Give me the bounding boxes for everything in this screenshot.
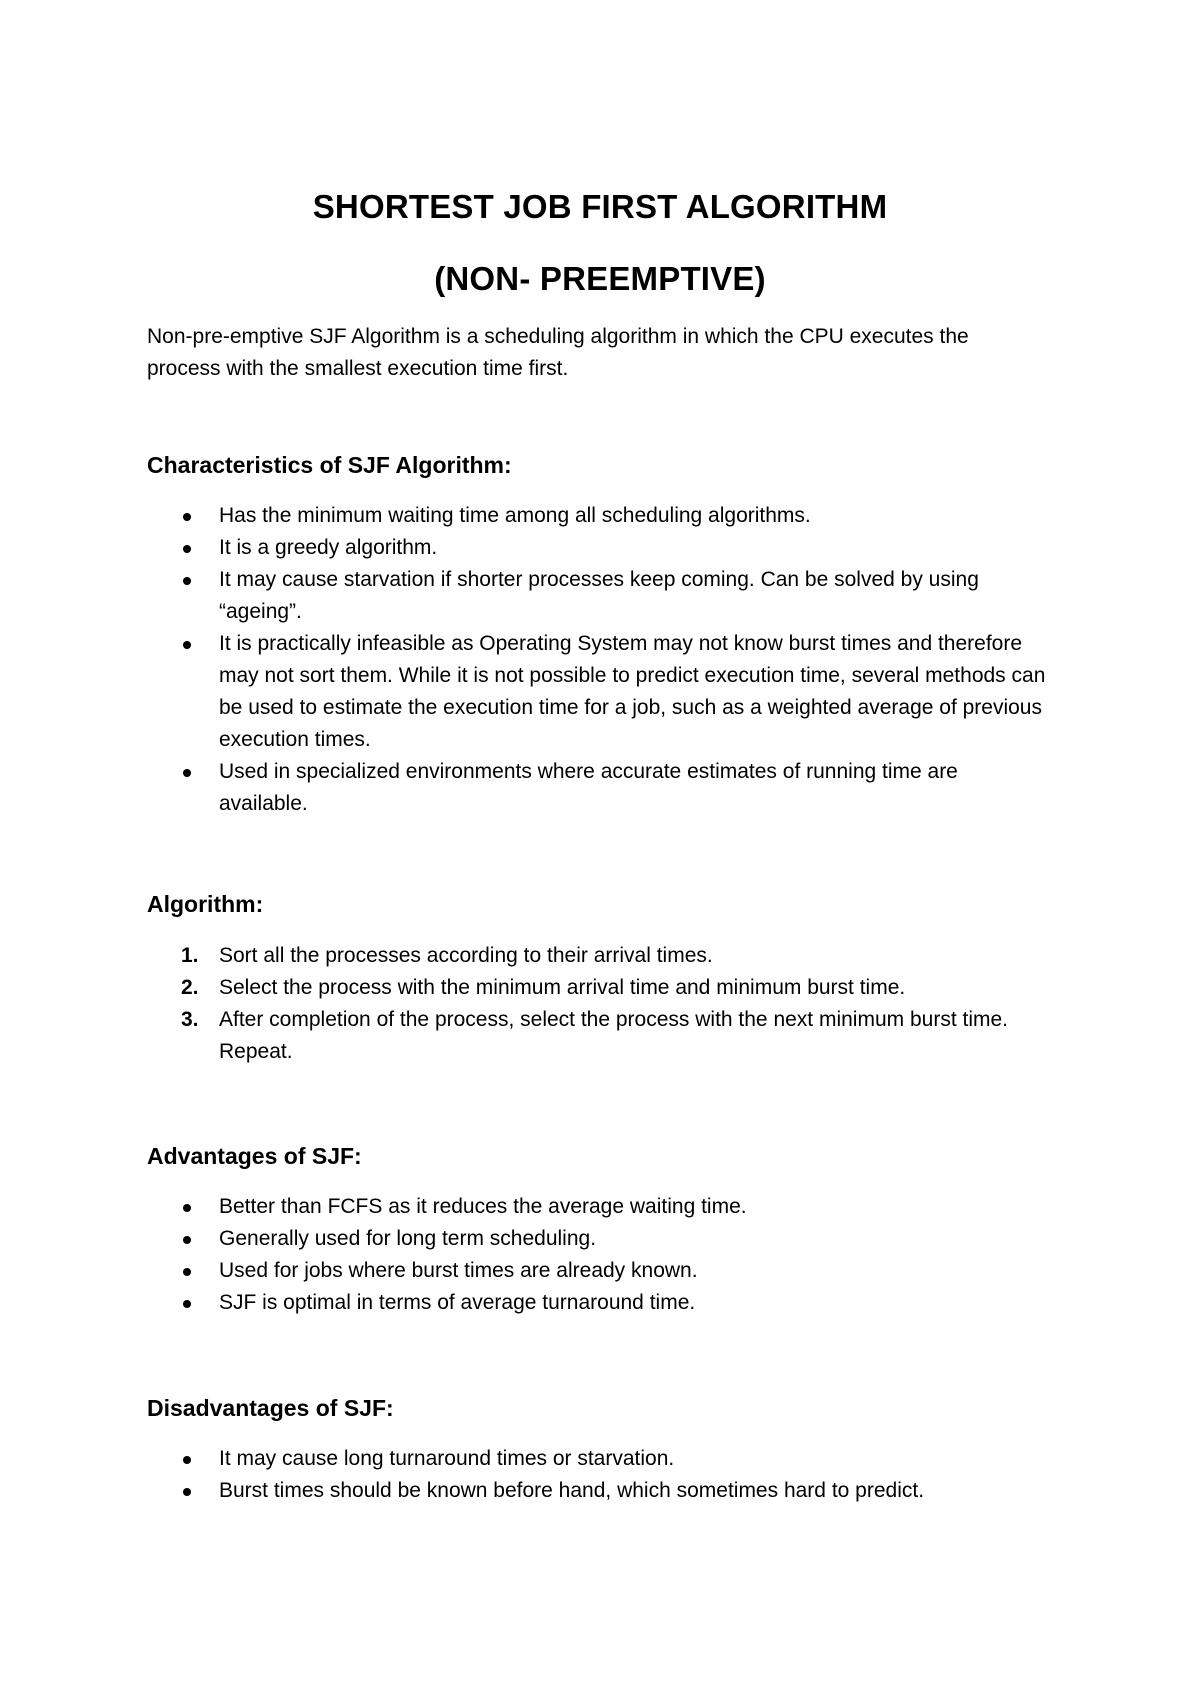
disadvantages-list <box>147 1443 1047 1507</box>
list-item-text: Select the process with the minimum arrival time and minimum burst time. <box>219 976 906 999</box>
list-item <box>147 532 1047 564</box>
list-item-text: Used in specialized environments where accurate estimates of running time are available. <box>219 760 958 815</box>
list-item-text: After completion of the process, select the process with the next minimum burst time. Repeat. <box>219 1008 1008 1063</box>
list-item <box>147 1255 1047 1287</box>
bullet-icon <box>183 769 191 777</box>
list-item <box>147 1475 1047 1507</box>
bullet-icon <box>183 641 191 649</box>
list-item-text: Used for jobs where burst times are already known. <box>219 1259 698 1282</box>
list-item <box>147 940 1047 972</box>
document-subtitle: (NON- PREEMPTIVE) <box>434 260 766 297</box>
list-item-text: Sort all the processes according to their arrival times. <box>219 944 713 967</box>
step-number: 3. <box>181 1008 199 1031</box>
algorithm-heading: Algorithm: <box>147 891 264 917</box>
list-item-text: Better than FCFS as it reduces the average waiting time. <box>219 1195 747 1218</box>
list-item <box>147 1443 1047 1475</box>
list-item <box>147 756 1047 820</box>
list-item <box>147 500 1047 532</box>
step-number: 2. <box>181 976 199 999</box>
list-item-text: It is practically infeasible as Operating System may not know burst times and therefore may not sort them. While it is not possible to predict execution time, several methods can be used to estimate the execution time for a job, such as a weighted average of previous execution times. <box>219 632 1046 751</box>
list-item-text: Has the minimum waiting time among all scheduling algorithms. <box>219 504 811 527</box>
list-item-text: It may cause starvation if shorter processes keep coming. Can be solved by using “ageing”. <box>219 568 979 623</box>
bullet-icon <box>183 1236 191 1244</box>
bullet-icon <box>183 1456 191 1464</box>
bullet-icon <box>183 513 191 521</box>
characteristics-heading: Characteristics of SJF Algorithm: <box>147 452 512 478</box>
bullet-icon <box>183 1300 191 1308</box>
algorithm-steps-list <box>147 940 1047 1068</box>
advantages-list <box>147 1191 1047 1319</box>
list-item <box>147 564 1047 628</box>
disadvantages-heading: Disadvantages of SJF: <box>147 1395 394 1421</box>
step-number: 1. <box>181 944 199 967</box>
document-title: SHORTEST JOB FIRST ALGORITHM <box>312 188 888 225</box>
bullet-icon <box>183 577 191 585</box>
list-item-text: Burst times should be known before hand, which sometimes hard to predict. <box>219 1479 925 1502</box>
list-item <box>147 1191 1047 1223</box>
list-item-text: SJF is optimal in terms of average turnaround time. <box>219 1291 696 1314</box>
list-item-text: It may cause long turnaround times or starvation. <box>219 1447 675 1470</box>
bullet-icon <box>183 1268 191 1276</box>
list-item <box>147 1287 1047 1319</box>
advantages-heading: Advantages of SJF: <box>147 1143 362 1169</box>
bullet-icon <box>183 1204 191 1212</box>
list-item <box>147 972 1047 1004</box>
bullet-icon <box>183 545 191 553</box>
list-item-text: It is a greedy algorithm. <box>219 536 438 559</box>
list-item <box>147 1223 1047 1255</box>
list-item-text: Generally used for long term scheduling. <box>219 1227 597 1250</box>
intro-paragraph: Non-pre-emptive SJF Algorithm is a scheduling algorithm in which the CPU executes the process with the smallest execution time first. <box>147 325 969 380</box>
bullet-icon <box>183 1488 191 1496</box>
list-item <box>147 1004 1047 1068</box>
list-item <box>147 628 1047 756</box>
characteristics-list <box>147 500 1047 820</box>
